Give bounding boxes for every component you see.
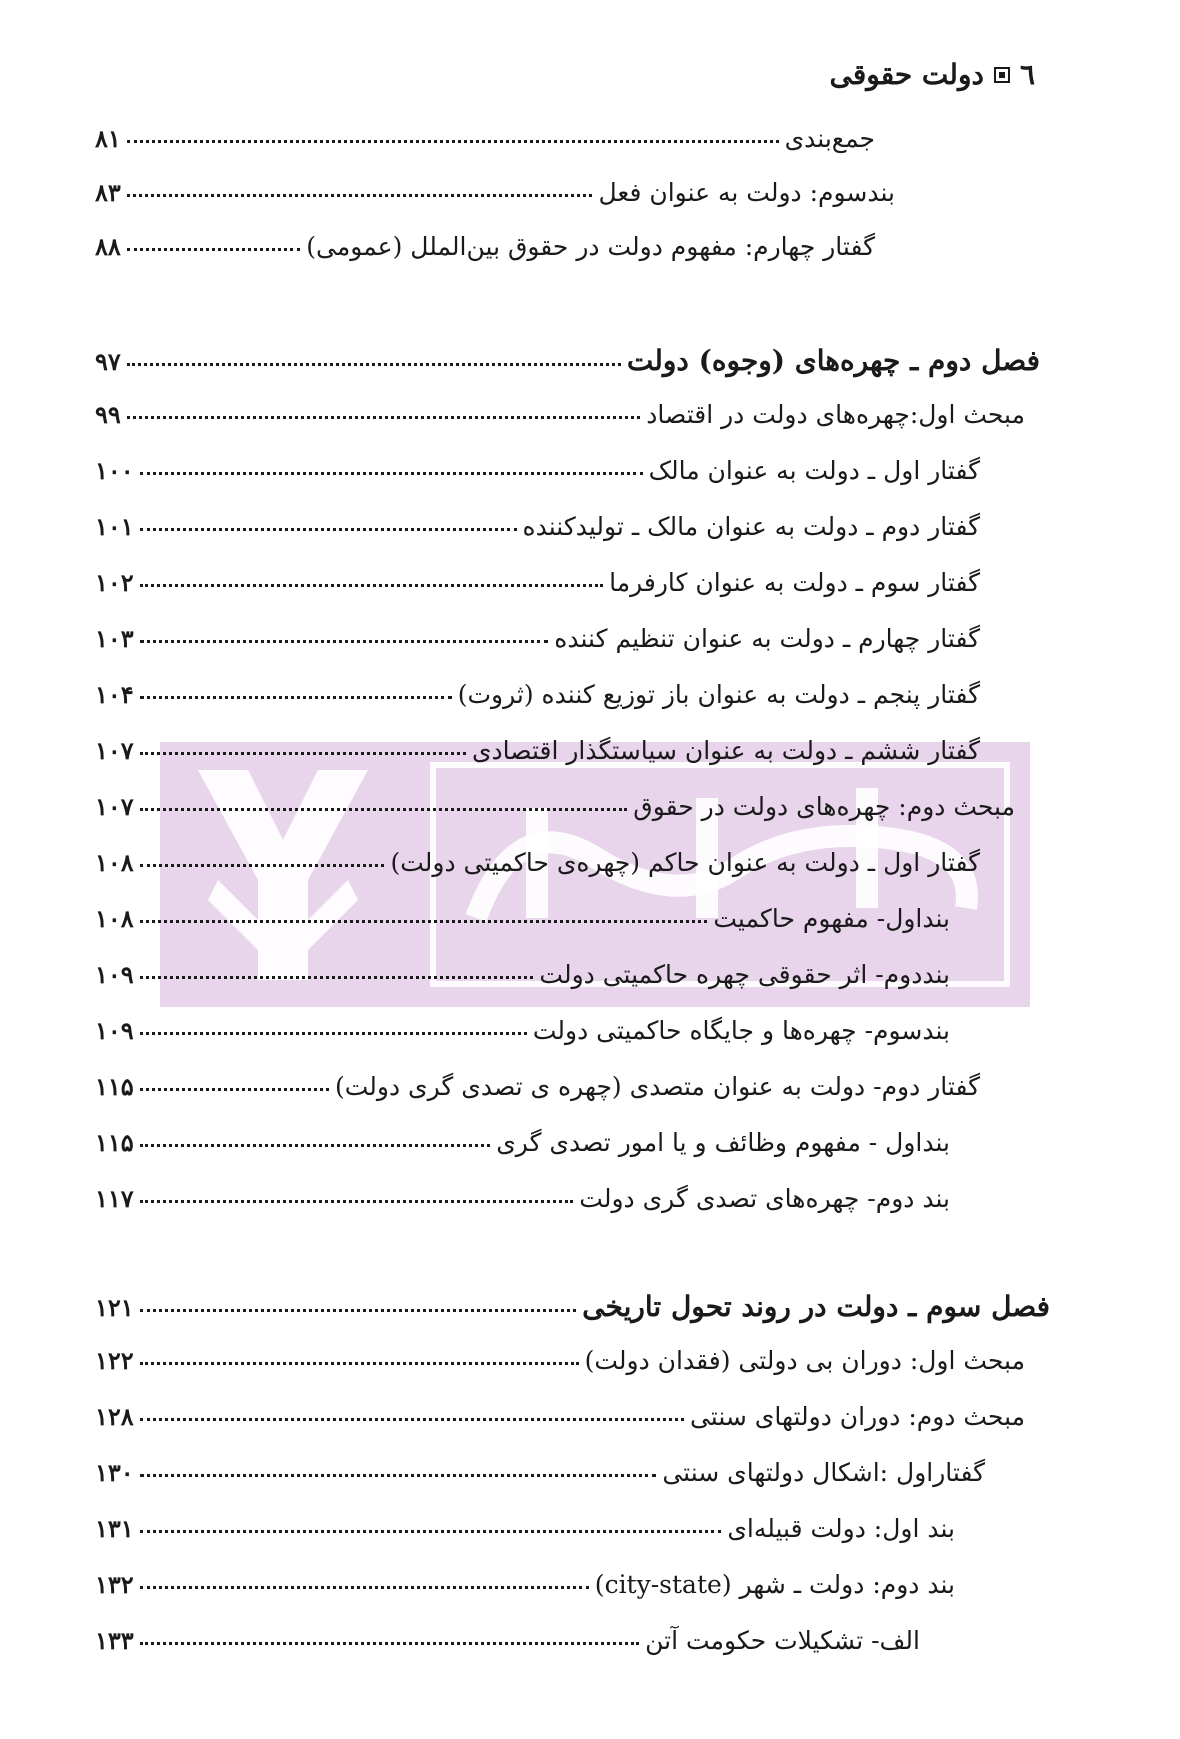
toc-entry [95,1016,950,1060]
toc-entry [95,1570,955,1614]
toc-entry-page: ۱۰۷ [95,792,134,821]
toc-entry-page: ۹۷ [95,347,121,376]
toc-entry [95,736,980,780]
toc-entry-page: ۱۲۲ [95,1346,134,1375]
dot-leader [140,471,643,475]
toc-entry-page: ۱۱۷ [95,1184,134,1213]
toc-entry [95,960,950,1004]
dot-leader [140,639,549,643]
dot-leader [140,1585,589,1589]
square-bullet-icon [994,67,1010,83]
dot-leader [140,527,517,531]
dot-leader [140,919,708,923]
dot-leader [140,1529,722,1533]
toc-entry-page: ۱۰۴ [95,680,134,709]
toc-entry-title: گفتار اول ـ دولت به عنوان حاکم (چهره‌ی حاکمیتی دولت) [390,848,980,877]
toc-entry [95,512,980,556]
toc-entry-title: گفتار دوم ـ دولت به عنوان مالک ـ تولیدکننده [522,512,980,541]
toc-entry-page: ۸۸ [95,232,121,261]
toc-entry-title: جمع‌بندی [784,124,875,153]
toc-entry-page: ۱۰۹ [95,1016,134,1045]
toc-entry-title: گفتار چهارم ـ دولت به عنوان تنظیم کننده [554,624,980,653]
toc-entry-title: بند دوم- چهره‌های تصدی گری دولت [579,1184,950,1213]
dot-leader [140,1199,574,1203]
toc-entry-page: ۱۳۱ [95,1514,134,1543]
toc-chapter-entry [95,344,1040,388]
dot-leader [140,751,466,755]
dot-leader [140,1308,576,1312]
header-page-number: ٦ [1019,58,1035,91]
toc-entry [95,792,1015,836]
toc-entry-title: فصل سوم ـ دولت در روند تحول تاریخی [582,1290,1050,1323]
dot-leader [140,807,628,811]
toc-entry [95,400,1025,444]
dot-leader [140,583,603,587]
toc-entry-page: ۸۱ [95,124,121,153]
toc-entry [95,1184,950,1228]
toc-entry [95,904,950,948]
toc-entry-title: گفتار چهارم: مفهوم دولت در حقوق بین‌الملل (عمومی) [306,232,875,261]
toc-entry-page: ۱۱۵ [95,1072,134,1101]
toc-entry-title: فصل دوم ـ چهره‌های (وجوه) دولت [626,344,1040,377]
toc-entry-page: ۱۰۸ [95,848,134,877]
toc-chapter-entry [95,1290,1050,1334]
toc-entry-page: ۱۱۵ [95,1128,134,1157]
dot-leader [140,863,385,867]
toc-entry-title: گفتار سوم ـ دولت به عنوان کارفرما [609,568,980,597]
dot-leader [140,975,534,979]
toc-entry-page: ۱۰۹ [95,960,134,989]
toc-entry-title: مبحث اول: دوران بی دولتی (فقدان دولت) [584,1346,1025,1375]
toc-entry-page: ۱۰۳ [95,624,134,653]
toc-entry [95,124,875,168]
toc-entry-title: الف- تشکیلات حکومت آتن [645,1626,920,1655]
header-book-title: دولت حقوقی [829,58,984,91]
toc-entry [95,1626,920,1670]
toc-entry-title: بندسوم- چهره‌ها و جایگاه حاکمیتی دولت [532,1016,950,1045]
dot-leader [140,695,452,699]
toc-entry-page: ۱۲۸ [95,1402,134,1431]
toc-entry [95,1458,985,1502]
toc-entry [95,680,980,724]
toc-entry-title: مبحث اول:چهره‌های دولت در اقتصاد [646,400,1025,429]
toc-entry-title: بنددوم- اثر حقوقی چهره حاکمیتی دولت [539,960,950,989]
toc-entry-page: ۱۰۲ [95,568,134,597]
toc-entry-page: ۱۲۱ [95,1293,134,1322]
toc-entry-page: ۸۳ [95,178,121,207]
running-header [830,58,1035,91]
dot-leader [140,1417,684,1421]
dot-leader [127,139,779,143]
toc-entry-title: گفتار پنجم ـ دولت به عنوان باز توزیع کننده (ثروت) [457,680,980,709]
dot-leader [140,1473,657,1477]
toc-entry [95,1128,950,1172]
toc-entry [95,456,980,500]
toc-entry [95,178,895,222]
toc-entry-title: گفتاراول :اشکال دولتهای سنتی [662,1458,985,1487]
toc-entry-page: ۹۹ [95,400,121,429]
toc-entry-title: مبحث دوم: چهره‌های دولت در حقوق [633,792,1015,821]
toc-entry-title: بندسوم: دولت به عنوان فعل [598,178,895,207]
toc-entry [95,624,980,668]
dot-leader [140,1087,329,1091]
toc-entry-title: گفتار دوم- دولت به عنوان متصدی (چهره ی تصدی گری دولت) [334,1072,980,1101]
toc-entry [95,1346,1025,1390]
dot-leader [127,362,621,366]
toc-entry-page: ۱۰۸ [95,904,134,933]
dot-leader [140,1143,491,1147]
dot-leader [127,247,301,251]
toc-entry-page: ۱۳۰ [95,1458,134,1487]
toc-entry-title: بند اول: دولت قبیله‌ای [727,1514,955,1543]
toc-entry-title: بنداول- مفهوم حاکمیت [713,904,950,933]
dot-leader [140,1361,579,1365]
toc-entry-page: ۱۰۱ [95,512,134,541]
dot-leader [140,1641,639,1645]
toc-entry-page: ۱۳۲ [95,1570,134,1599]
toc-entry-title: گفتار ششم ـ دولت به عنوان سیاستگذار اقتصادی [471,736,980,765]
toc-entry-title: بند دوم: دولت ـ شهر (city-state) [594,1570,955,1599]
toc-entry-title: مبحث دوم: دوران دولتهای سنتی [689,1402,1025,1431]
toc-entry-page: ۱۰۰ [95,456,134,485]
toc-entry-title: گفتار اول ـ دولت به عنوان مالک [648,456,980,485]
toc-entry-title: بنداول - مفهوم وظائف و یا امور تصدی گری [496,1128,950,1157]
dot-leader [127,193,593,197]
toc-entry [95,232,875,276]
toc-entry [95,1514,955,1558]
dot-leader [127,415,641,419]
dot-leader [140,1031,527,1035]
toc-entry [95,1402,1025,1446]
toc-entry-page: ۱۳۳ [95,1626,134,1655]
toc-entry [95,568,980,612]
toc-entry-page: ۱۰۷ [95,736,134,765]
toc-entry [95,848,980,892]
toc-entry [95,1072,980,1116]
